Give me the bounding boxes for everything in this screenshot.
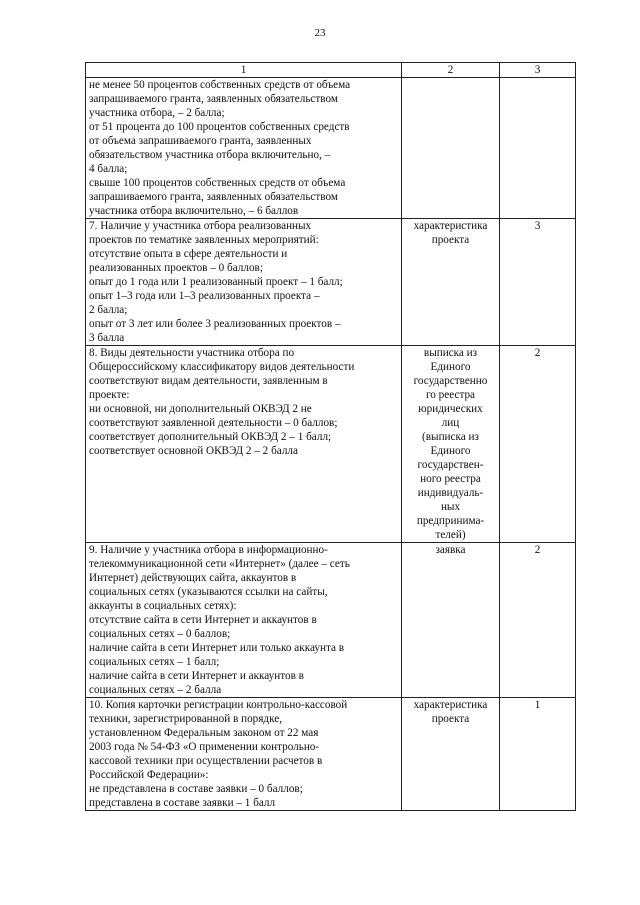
- criterion-source: [402, 219, 500, 346]
- description-line: аккаунты в социальных сетях):: [89, 600, 237, 612]
- description-line: Российской Федерации»:: [89, 769, 209, 781]
- description-line: не менее 50 процентов собственных средств от объема: [89, 79, 351, 91]
- description-line: участника отбора включительно, – 6 баллов: [89, 205, 299, 217]
- criterion-points: 2: [500, 346, 576, 543]
- criterion-points: 2: [500, 543, 576, 698]
- description-line: запрашиваемого гранта, заявленных обязательством: [89, 191, 338, 203]
- description-line: Интернет) действующих сайта, аккаунтов в: [89, 572, 297, 584]
- description-line: 7. Наличие у участника отбора реализованных: [89, 220, 312, 232]
- source-line: ного реестра: [420, 473, 481, 485]
- source-line: выписка из: [423, 347, 478, 359]
- criterion-source: [402, 543, 500, 698]
- description-line: представлена в составе заявки – 1 балл: [89, 797, 276, 809]
- criterion-points: 3: [500, 219, 576, 346]
- description-line: отсутствие сайта в сети Интернет и аккаунтов в: [89, 614, 317, 626]
- source-line: ных: [440, 501, 461, 513]
- description-line: реализованных проектов – 0 баллов;: [89, 262, 263, 274]
- description-line: ни основной, ни дополнительный ОКВЭД 2 не: [89, 403, 312, 415]
- criterion-points: [500, 78, 576, 219]
- criterion-description: [86, 698, 402, 811]
- source-line: государствен-: [417, 459, 484, 471]
- description-line: 4 балла;: [89, 163, 128, 175]
- criterion-description: [86, 543, 402, 698]
- description-line: 9. Наличие у участника отбора в информационно-: [89, 544, 328, 556]
- criterion-description: [86, 219, 402, 346]
- table-row: [86, 346, 576, 543]
- table-row: [86, 698, 576, 811]
- source-line: заявка: [435, 544, 466, 556]
- description-line: свыше 100 процентов собственных средств от объема: [89, 177, 346, 189]
- description-line: не представлена в составе заявки – 0 баллов;: [89, 783, 303, 795]
- description-line: 2 балла;: [89, 304, 128, 316]
- description-line: опыт до 1 года или 1 реализованный проект – 1 балл;: [89, 276, 343, 288]
- source-line: индивидуаль-: [417, 487, 484, 499]
- criteria-table: [85, 62, 576, 811]
- description-line: телекоммуникационной сети «Интернет» (далее – сеть: [89, 558, 350, 570]
- description-line: соответствуют заявленной деятельности – 0 баллов;: [89, 417, 338, 429]
- description-line: социальных сетях – 1 балл;: [89, 656, 220, 668]
- description-line: наличие сайта в сети Интернет и аккаунтов в: [89, 670, 304, 682]
- description-line: соответствует основной ОКВЭД 2 – 2 балла: [89, 445, 298, 457]
- table-row: [86, 219, 576, 346]
- criterion-source: [402, 78, 500, 219]
- description-line: соответствует дополнительный ОКВЭД 2 – 1 балл;: [89, 431, 332, 443]
- description-line: обязательством участника отбора включительно, –: [89, 149, 331, 161]
- description-line: кассовой техники при осуществлении расчетов в: [89, 755, 323, 767]
- description-line: 3 балла: [89, 332, 125, 344]
- description-line: запрашиваемого гранта, заявленных обязательством: [89, 93, 338, 105]
- description-line: участника отбора, – 2 балла;: [89, 107, 225, 119]
- criterion-points: 1: [500, 698, 576, 811]
- criterion-source: [402, 346, 500, 543]
- description-line: установленном Федеральным законом от 22 мая: [89, 727, 319, 739]
- description-line: проекте:: [89, 389, 130, 401]
- description-line: 10. Копия карточки регистрации контрольно-кассовой: [89, 699, 348, 711]
- header-row: [86, 63, 576, 78]
- source-line: Единого: [430, 361, 471, 373]
- source-line: телей): [435, 529, 466, 541]
- source-line: (выписка из: [422, 431, 479, 443]
- source-line: юридических: [418, 403, 483, 415]
- description-line: социальных сетях – 2 балла: [89, 684, 222, 696]
- source-line: лиц: [441, 417, 460, 429]
- table-body: [86, 78, 576, 811]
- description-line: проектов по тематике заявленных мероприятий:: [89, 234, 319, 246]
- source-line: проекта: [431, 713, 470, 725]
- table-row: [86, 78, 576, 219]
- description-line: отсутствие опыта в сфере деятельности и: [89, 248, 288, 260]
- description-line: социальных сетях – 0 баллов;: [89, 628, 231, 640]
- description-line: техники, зарегистрированной в порядке,: [89, 713, 283, 725]
- criterion-description: [86, 78, 402, 219]
- header-col-2: 2: [402, 63, 500, 78]
- source-line: государственно: [413, 375, 488, 387]
- criterion-source: [402, 698, 500, 811]
- criterion-description: [86, 346, 402, 543]
- table-header: [86, 63, 576, 78]
- table-row: [86, 543, 576, 698]
- source-line: характеристика: [413, 220, 488, 232]
- header-col-3: 3: [500, 63, 576, 78]
- description-line: опыт от 3 лет или более 3 реализованных проектов –: [89, 318, 341, 330]
- description-line: Общероссийскому классификатору видов деятельности: [89, 361, 355, 373]
- description-line: соответствуют видам деятельности, заявленным в: [89, 375, 328, 387]
- description-line: социальных сетях (указываются ссылки на сайты,: [89, 586, 328, 598]
- header-col-1: 1: [86, 63, 402, 78]
- source-line: Единого: [430, 445, 471, 457]
- description-line: опыт 1–3 года или 1–3 реализованных проекта –: [89, 290, 320, 302]
- source-line: предпринима-: [416, 515, 485, 527]
- source-line: проекта: [431, 234, 470, 246]
- description-line: 8. Виды деятельности участника отбора по: [89, 347, 295, 359]
- page-number: 23: [314, 27, 326, 39]
- description-line: от объема запрашиваемого гранта, заявленных: [89, 135, 312, 147]
- description-line: от 51 процента до 100 процентов собственных средств: [89, 121, 350, 133]
- source-line: характеристика: [413, 699, 488, 711]
- description-line: 2003 года № 54-ФЗ «О применении контрольно-: [89, 741, 320, 753]
- description-line: наличие сайта в сети Интернет или только аккаунта в: [89, 642, 345, 654]
- source-line: го реестра: [425, 389, 476, 401]
